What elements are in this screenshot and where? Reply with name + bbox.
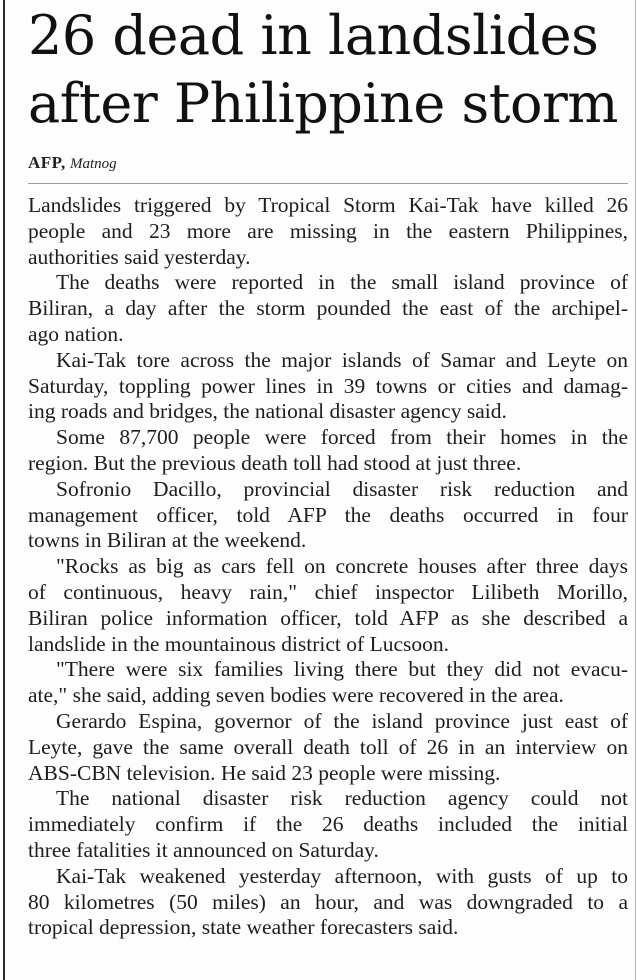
paragraph-line: Kai-Tak tore across the major islands of Samar and Leyte on (56, 347, 628, 372)
paragraph-line: "There were six families living there but they did not evacu- (56, 657, 628, 682)
paragraph-line: towns in Biliran at the weekend. (28, 528, 307, 553)
paragraph-line: tropical depression, state weather forecasters said. (28, 915, 459, 940)
article-paragraph (28, 709, 628, 786)
paragraph-line: The national disaster risk reduction agency could not (56, 786, 628, 811)
byline-dateline: Matnog (70, 156, 117, 172)
article-paragraph (28, 786, 628, 863)
byline (28, 153, 117, 174)
paragraph-line: authorities said yesterday. (28, 244, 251, 269)
paragraph-line: region. But the previous death toll had stood at just three. (28, 450, 522, 475)
paragraph-line: 80 kilometres (50 miles) an hour, and was downgraded to a (28, 889, 628, 914)
article-paragraph (28, 477, 628, 554)
article-paragraph (28, 270, 628, 347)
left-column-rule (3, 0, 5, 980)
right-page-edge (635, 0, 636, 980)
paragraph-line: Landslides triggered by Tropical Storm Kai-Tak have killed 26 (28, 193, 628, 217)
byline-separator (28, 183, 628, 184)
article-paragraph (28, 554, 628, 657)
paragraph-line: ate," she said, adding seven bodies were recovered in the area. (28, 683, 564, 708)
paragraph-line: Gerardo Espina, governor of the island province just east of (56, 708, 628, 733)
paragraph-line: ago nation. (28, 321, 124, 346)
paragraph-line: Biliran, a day after the storm pounded the east of the archipel- (28, 296, 628, 321)
paragraph-line: Sofronio Dacillo, provincial disaster risk reduction and (56, 476, 628, 501)
paragraph-line: management officer, told AFP the deaths occurred in four (28, 502, 628, 527)
paragraph-line: ing roads and bridges, the national disaster agency said. (28, 399, 507, 424)
paragraph-line: immediately confirm if the 26 deaths included the initial (28, 812, 628, 837)
paragraph-line: Leyte, gave the same overall death toll of 26 in an interview on (28, 734, 628, 759)
paragraph-line: people and 23 more are missing in the eastern Philippines, (28, 218, 628, 243)
article-paragraph (28, 657, 628, 709)
article-paragraph (28, 348, 628, 425)
article-paragraph (28, 425, 628, 477)
article-paragraph (28, 864, 628, 941)
article-body (28, 193, 628, 941)
article-headline (28, 2, 633, 138)
byline-agency: AFP, (28, 153, 66, 172)
paragraph-line: three fatalities it announced on Saturday. (28, 837, 379, 862)
paragraph-line: Saturday, toppling power lines in 39 towns or cities and damag- (28, 373, 628, 398)
article-paragraph (28, 193, 628, 270)
paragraph-line: ABS-CBN television. He said 23 people were missing. (28, 760, 501, 785)
paragraph-line: "Rocks as big as cars fell on concrete houses after three days (56, 554, 628, 579)
paragraph-line: of continuous, heavy rain," chief inspector Lilibeth Morillo, (28, 579, 628, 604)
paragraph-line: landslide in the mountainous district of Lucsoon. (28, 631, 449, 656)
paragraph-line: Some 87,700 people were forced from their homes in the (56, 425, 628, 450)
headline-line-2: after Philippine storm (28, 72, 618, 135)
paragraph-line: The deaths were reported in the small island province of (56, 270, 628, 295)
headline-line-1: 26 dead in landslides (28, 4, 599, 67)
paragraph-line: Biliran police information officer, told AFP as she described a (28, 605, 628, 630)
paragraph-line: Kai-Tak weakened yesterday afternoon, with gusts of up to (56, 863, 628, 888)
